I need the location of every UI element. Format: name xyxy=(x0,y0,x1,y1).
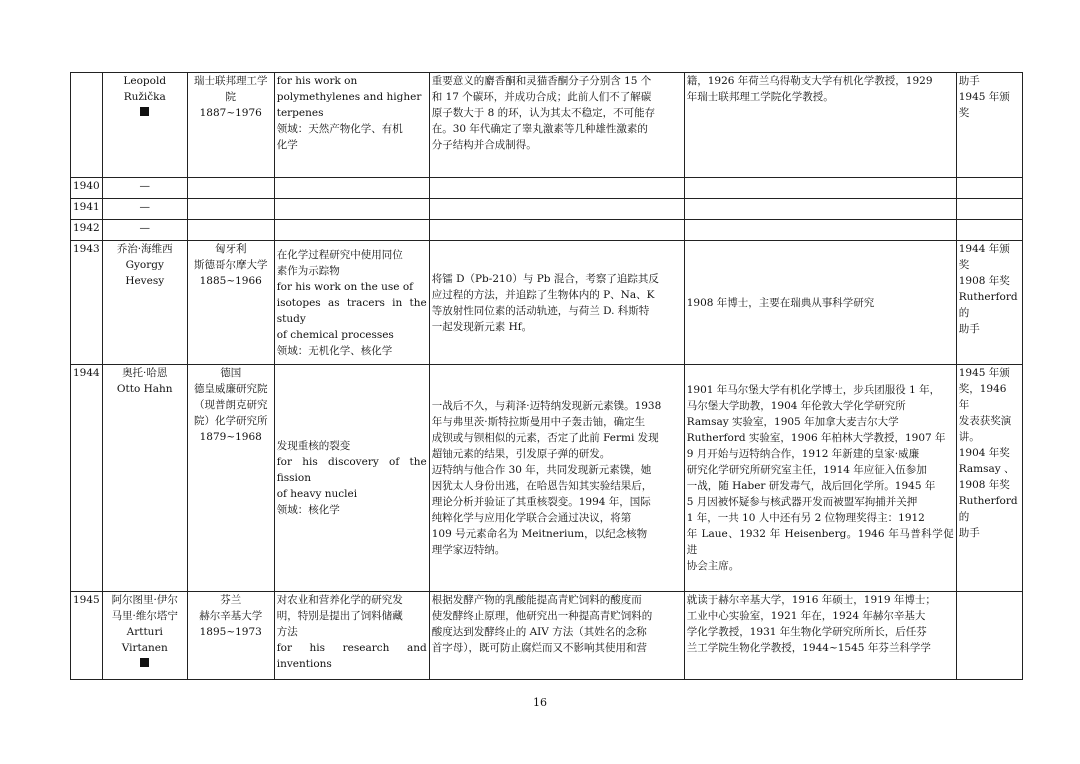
year-cell xyxy=(71,220,103,241)
note-cell xyxy=(956,178,1022,199)
note-line: Rutherford 的 xyxy=(958,495,1018,523)
citation-line: 领域：核化学 xyxy=(276,504,340,516)
career-line: 兰工学院生物化学教授，1944~1545 年芬兰科学学 xyxy=(686,642,931,654)
name-cell xyxy=(102,365,187,592)
achievement-line: 一战后不久，与莉泽·迈特纳发现新元素镤。1938 xyxy=(431,400,662,412)
achievement-line: 根据发酵产物的乳酸能提高青贮饲料的酸度而 xyxy=(431,594,642,606)
name-cell xyxy=(102,199,187,220)
name-line: 阿尔图里·伊尔 xyxy=(111,594,178,606)
citation-cell xyxy=(274,365,429,592)
name-cell xyxy=(102,220,187,241)
citation-line: 发现重核的裂变 xyxy=(276,440,351,452)
career-line: 马尔堡大学助教，1904 年伦敦大学化学研究所 xyxy=(686,400,906,412)
name-line: Gyorgy Hevesy xyxy=(125,259,165,287)
achievement-cell xyxy=(429,220,684,241)
table-row xyxy=(71,73,1023,178)
citation-line: 化学 xyxy=(276,139,298,151)
achievement-line: 应过程的方法，并追踪了生物体内的 P、Na、K xyxy=(431,288,655,301)
achievement-line: 成钡或与钡相似的元素，否定了此前 Fermi 发现 xyxy=(431,432,659,444)
note-line: Rutherford 的 xyxy=(958,291,1018,319)
institution-line: 瑞士联邦理工学 xyxy=(193,75,268,87)
citation-line: 对农业和营养化学的研究发 xyxy=(276,594,403,606)
note-line: 1944 年颁奖 xyxy=(958,243,1010,271)
institution-line: 德皇威廉研究院 xyxy=(193,383,268,395)
citation-line: 方法 xyxy=(276,626,298,638)
career-cell xyxy=(684,220,956,241)
citation-cell xyxy=(274,73,429,178)
institution-cell xyxy=(187,592,274,680)
note-line: 奖，1946 年 xyxy=(958,383,1007,411)
table-row xyxy=(71,220,1023,241)
year-cell xyxy=(71,241,103,365)
institution-cell xyxy=(187,178,274,199)
note-line: 1908 年奖 xyxy=(958,479,1010,491)
achievement-line: 因犹太人身份出逃，在哈恩告知其实验结果后， xyxy=(431,480,653,492)
note-line: 助手 xyxy=(958,527,980,539)
career-line: 籍，1926 年荷兰乌得勒支大学有机化学教授，1929 xyxy=(686,75,933,87)
name-line: Ružička xyxy=(123,91,166,103)
note-line: Ramsay 、 xyxy=(958,463,1015,475)
institution-line: 院 xyxy=(225,91,236,103)
institution-line: 1895~1973 xyxy=(199,626,262,638)
career-line: 9 月开始与迈特纳合作，1912 年新建的皇家·威廉 xyxy=(686,448,920,460)
institution-line: 赫尔辛基大学 xyxy=(199,610,263,622)
institution-cell xyxy=(187,365,274,592)
name-line: — xyxy=(139,222,150,234)
institution-cell xyxy=(187,220,274,241)
career-cell xyxy=(684,199,956,220)
career-line: 1 年，一共 10 人中还有另 2 位物理奖得主：1912 xyxy=(686,512,925,524)
name-line: — xyxy=(139,180,150,192)
note-line: 1945 年颁 xyxy=(958,367,1010,379)
career-line: 研究化学研究所研究室主任，1914 年应征入伍参加 xyxy=(686,464,927,476)
citation-line: for his research and inventions xyxy=(276,642,427,670)
note-line: 1908 年奖 xyxy=(958,275,1010,287)
career-line: 工业中心实验室，1921 年在，1924 年赫尔辛基大 xyxy=(686,610,926,622)
citation-cell xyxy=(274,241,429,365)
achievement-line: 和 17 个碳环，并成功合成；此前人们不了解碳 xyxy=(431,91,652,103)
note-cell xyxy=(956,73,1022,178)
achievement-line: 分子结构并合成制得。 xyxy=(431,139,537,151)
achievement-line: 将镭 D（Pb-210）与 Pb 混合，考察了追踪其反 xyxy=(431,272,659,285)
citation-line: 素作为示踪物 xyxy=(276,264,340,277)
institution-cell xyxy=(187,199,274,220)
name-line: 乔治·海维西 xyxy=(116,243,173,255)
institution-line: 斯德哥尔摩大学 xyxy=(193,259,268,271)
year-cell xyxy=(71,199,103,220)
achievement-line: 一起发现新元素 Hf。 xyxy=(431,320,533,333)
achievement-line: 原子数大于 8 的环，认为其太不稳定，不可能存 xyxy=(431,107,656,119)
name-line: Otto Hahn xyxy=(116,383,173,395)
career-line: 协会主席。 xyxy=(686,560,740,572)
name-line: Artturi Virtanen xyxy=(121,626,168,654)
table-row xyxy=(71,178,1023,199)
achievement-line: 首字母），既可防止腐烂而又不影响其使用和营 xyxy=(431,642,647,654)
note-cell xyxy=(956,365,1022,592)
career-line: 就读于赫尔辛基大学，1916 年硕士，1919 年博士； xyxy=(686,594,936,606)
achievement-line: 使发酵终止原理，他研究出一种提高青贮饲料的 xyxy=(431,610,653,622)
institution-line: 芬兰 xyxy=(220,594,242,606)
citation-line: 在化学过程研究中使用同位 xyxy=(276,248,403,261)
career-cell xyxy=(684,178,956,199)
citation-line: for his discovery of the fission xyxy=(276,456,427,484)
citation-line: for his work on the use of xyxy=(276,280,414,293)
achievement-cell xyxy=(429,365,684,592)
achievement-line: 理学家迈特纳。 xyxy=(431,544,506,556)
achievement-cell xyxy=(429,241,684,365)
citation-cell xyxy=(274,199,429,220)
achievement-line: 年与弗里茨·斯特拉斯曼用中子轰击铀，确定生 xyxy=(431,416,646,428)
note-line: 1904 年奖 xyxy=(958,447,1010,459)
institution-line: 德国 xyxy=(220,367,242,379)
year-label: 1942 xyxy=(73,222,100,234)
citation-cell xyxy=(274,178,429,199)
institution-line: 1885~1966 xyxy=(199,275,262,287)
note-line: 讲。 xyxy=(958,431,980,443)
achievement-cell xyxy=(429,178,684,199)
note-line: 助手 xyxy=(958,75,980,87)
achievement-line: 等放射性同位素的活动轨迹，与荷兰 D. 科斯特 xyxy=(431,304,650,317)
nobel-prize-table xyxy=(70,72,1023,680)
name-line: — xyxy=(139,201,150,213)
year-label: 1943 xyxy=(73,243,100,255)
citation-cell xyxy=(274,220,429,241)
table-row xyxy=(71,199,1023,220)
page-number: 16 xyxy=(533,696,547,709)
name-cell xyxy=(102,178,187,199)
name-cell xyxy=(102,241,187,365)
achievement-line: 纯粹化学与应用化学联合会通过决议，将第 xyxy=(431,512,632,524)
career-line: 年瑞士联邦理工学院化学教授。 xyxy=(686,91,834,103)
name-line: 马里·维尔塔宁 xyxy=(111,610,178,622)
institution-line: 1879~1968 xyxy=(199,431,262,443)
table-row xyxy=(71,241,1023,365)
achievement-line: 109 号元素命名为 Meitnerium，以纪念核物 xyxy=(431,528,648,540)
table-row xyxy=(71,365,1023,592)
table-body xyxy=(71,73,1023,680)
citation-line: polymethylenes and higher xyxy=(276,91,422,103)
career-line: 1901 年马尔堡大学有机化学博士，步兵团服役 1 年， xyxy=(686,384,941,396)
career-line: 一战，随 Haber 研发毒气，战后回化学所。1945 年 xyxy=(686,480,936,492)
note-cell xyxy=(956,199,1022,220)
career-line: 学化学教授，1931 年生物化学研究所所长，后任芬 xyxy=(686,626,927,638)
achievement-line: 迈特纳与他合作 30 年，共同发现新元素镤，她 xyxy=(431,464,652,476)
citation-line: of heavy nuclei xyxy=(276,488,358,500)
career-cell xyxy=(684,241,956,365)
achievement-line: 超铀元素的结果，引发原子弹的研发。 xyxy=(431,448,611,460)
achievement-cell xyxy=(429,73,684,178)
citation-line: isotopes as tracers in the study xyxy=(276,296,427,325)
career-line: Rutherford 实验室，1906 年柏林大学教授，1907 年 xyxy=(686,432,946,444)
career-line: 5 月因被怀疑参与核武器开发而被盟军拘捕并关押 xyxy=(686,496,918,508)
year-cell xyxy=(71,178,103,199)
laureate-marker-icon xyxy=(140,658,149,667)
career-cell xyxy=(684,73,956,178)
year-label: 1945 xyxy=(73,594,100,606)
career-line: Ramsay 实验室，1905 年加拿大麦吉尔大学 xyxy=(686,416,899,428)
achievement-cell xyxy=(429,592,684,680)
name-cell xyxy=(102,73,187,178)
citation-line: terpenes xyxy=(276,107,324,119)
note-cell xyxy=(956,220,1022,241)
institution-line: （现普朗克研究 xyxy=(193,399,268,411)
citation-line: 明，特别是提出了饲料储藏 xyxy=(276,610,403,622)
achievement-cell xyxy=(429,199,684,220)
year-cell xyxy=(71,592,103,680)
note-cell xyxy=(956,241,1022,365)
career-line: 年 Laue、1932 年 Heisenberg。1946 年马普科学促进 xyxy=(686,528,954,556)
citation-line: 领域：天然产物化学、有机 xyxy=(276,123,403,135)
name-line: 奥托·哈恩 xyxy=(122,367,168,379)
note-line: 发表获奖演 xyxy=(958,415,1012,427)
achievement-line: 重要意义的麝香酮和灵猫香酮分子分别含 15 个 xyxy=(431,75,652,87)
institution-line: 院）化学研究所 xyxy=(193,415,268,427)
year-cell xyxy=(71,365,103,592)
year-label: 1941 xyxy=(73,201,100,213)
achievement-line: 在。30 年代确定了睾丸激素等几种雄性激素的 xyxy=(431,123,648,135)
laureate-marker-icon xyxy=(140,107,149,116)
institution-cell xyxy=(187,73,274,178)
citation-line: 领域：无机化学、核化学 xyxy=(276,344,393,357)
institution-cell xyxy=(187,241,274,365)
institution-line: 匈牙利 xyxy=(214,243,247,255)
name-cell xyxy=(102,592,187,680)
career-cell xyxy=(684,592,956,680)
citation-line: of chemical processes xyxy=(276,328,394,341)
year-label: 1940 xyxy=(73,180,100,192)
achievement-line: 理论分析并验证了其重核裂变。1994 年，国际 xyxy=(431,496,651,508)
note-line: 1945 年颁奖 xyxy=(958,91,1010,119)
year-label: 1944 xyxy=(73,367,100,379)
citation-cell xyxy=(274,592,429,680)
table-row xyxy=(71,592,1023,680)
career-cell xyxy=(684,365,956,592)
note-cell xyxy=(956,592,1022,680)
name-line: Leopold xyxy=(123,75,167,87)
career-line: 1908 年博士，主要在瑞典从事科学研究 xyxy=(686,296,875,309)
achievement-line: 酸度达到发酵终止的 AIV 方法（其姓名的念称 xyxy=(431,626,647,638)
note-line: 助手 xyxy=(958,323,980,335)
citation-line: for his work on xyxy=(276,75,358,87)
institution-line: 1887~1976 xyxy=(199,107,262,119)
year-cell xyxy=(71,73,103,178)
